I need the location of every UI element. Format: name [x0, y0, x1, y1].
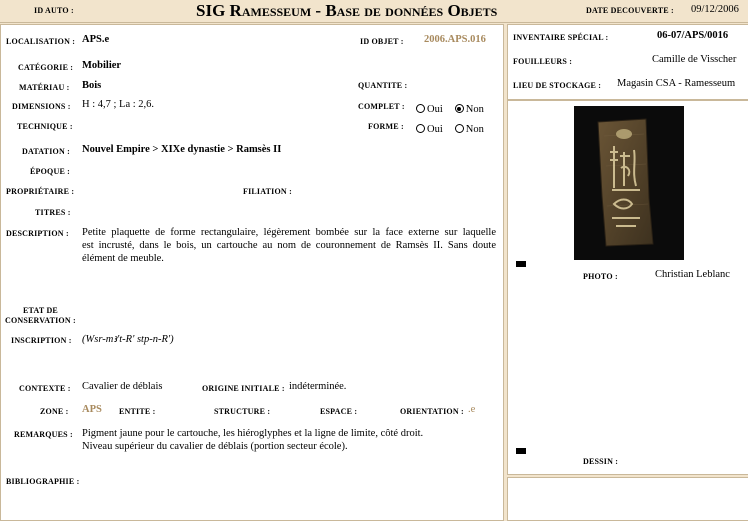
orientation-value: .e	[468, 404, 476, 415]
complet-non-radio[interactable]	[455, 104, 464, 113]
proprietaire-label: PROPRIÉTAIRE :	[6, 187, 75, 196]
zone-value: APS	[82, 404, 102, 415]
contexte-value: Cavalier de déblais	[82, 381, 163, 392]
date-label: DATE DECOUVERTE :	[586, 6, 674, 15]
complet-oui-label: Oui	[427, 104, 443, 115]
dessin-marker	[516, 448, 526, 454]
dimensions-value: H : 4,7 ; La : 2,6.	[82, 99, 155, 110]
title-main: SIG	[196, 1, 226, 20]
forme-oui-option[interactable]	[416, 124, 443, 135]
description-text	[82, 226, 496, 265]
contexte-label: CONTEXTE :	[19, 384, 71, 393]
forme-oui-label: Oui	[427, 124, 443, 135]
stockage-value: Magasin CSA - Ramesseum	[617, 78, 736, 89]
stockage-label: LIEU DE STOCKAGE :	[513, 81, 602, 90]
wooden-plaque-image	[574, 106, 684, 260]
title-caps: Ramesseum - Base de données Objets	[229, 1, 498, 20]
etat-label-line2: CONSERVATION :	[5, 316, 76, 325]
titres-label: TITRES :	[35, 208, 71, 217]
complet-oui-radio[interactable]	[416, 104, 425, 113]
technique-label: TECHNIQUE :	[17, 122, 73, 131]
localisation-label: LOCALISATION :	[6, 37, 76, 46]
description-line: élément de meuble.	[82, 253, 164, 264]
id-auto-label: ID AUTO :	[34, 6, 74, 15]
fouilleurs-label: FOUILLEURS :	[513, 57, 573, 66]
complet-non-option[interactable]	[455, 104, 484, 115]
forme-non-option[interactable]	[455, 124, 484, 135]
object-photo[interactable]	[574, 106, 684, 260]
bibliographie-label: BIBLIOGRAPHIE :	[6, 477, 80, 486]
origine-label: ORIGINE INITIALE :	[202, 384, 285, 393]
complet-radio-group	[416, 99, 492, 117]
photo-marker	[516, 261, 526, 267]
page-title	[196, 1, 497, 21]
inscription-value: (Wsr-mꜣ't-R' stp-n-R')	[82, 334, 174, 345]
fouilleurs-value: Camille de Visscher	[652, 54, 737, 65]
entite-label: ENTITE :	[119, 407, 156, 416]
photo-value: Christian Leblanc	[655, 269, 730, 280]
remarques-line: Niveau supérieur du cavalier de déblais (portion secteur école).	[82, 441, 348, 452]
remarques-label: REMARQUES :	[14, 430, 73, 439]
bottom-right-panel	[507, 477, 748, 521]
origine-value: indéterminée.	[289, 381, 347, 392]
forme-non-radio[interactable]	[455, 124, 464, 133]
photo-label: PHOTO :	[583, 272, 618, 281]
complet-oui-option[interactable]	[416, 104, 443, 115]
filiation-label: FILIATION :	[243, 187, 292, 196]
date-value: 09/12/2006	[691, 4, 739, 15]
categorie-label: CATÉGORIE :	[18, 63, 74, 72]
localisation-value: APS.e	[82, 34, 110, 45]
datation-value: Nouvel Empire > XIXe dynastie > Ramsès II	[82, 144, 282, 155]
inventaire-label: INVENTAIRE SPÉCIAL :	[513, 33, 609, 42]
zone-label: ZONE :	[40, 407, 69, 416]
complet-non-label: Non	[465, 104, 484, 115]
inscription-label: INSCRIPTION :	[11, 336, 72, 345]
epoque-label: ÉPOQUE :	[30, 167, 71, 176]
materiau-label: MATÉRIAU :	[19, 83, 70, 92]
id-objet-value: 2006.APS.016	[424, 34, 486, 45]
materiau-value: Bois	[82, 80, 102, 91]
forme-label: FORME :	[368, 122, 404, 131]
description-line: est incrusté, dans le bois, un cartouche au nom de couronnement de Ramsès II. Sans doute	[82, 240, 496, 251]
remarques-text	[82, 427, 423, 453]
forme-radio-group	[416, 119, 492, 137]
description-line: Petite plaquette de forme rectangulaire, légèrement bombée sur la face externe sur laquelle	[82, 227, 496, 238]
forme-oui-radio[interactable]	[416, 124, 425, 133]
forme-non-label: Non	[465, 124, 484, 135]
etat-label-line1: ETAT DE	[23, 306, 58, 315]
id-objet-label: ID OBJET :	[360, 37, 404, 46]
description-label: DESCRIPTION :	[6, 229, 69, 238]
dessin-label: DESSIN :	[583, 457, 619, 466]
dimensions-label: DIMENSIONS :	[12, 102, 71, 111]
remarques-line: Pigment jaune pour le cartouche, les hiéroglyphes et la ligne de limite, côté droit.	[82, 428, 424, 439]
datation-label: DATATION :	[22, 147, 70, 156]
inventaire-value: 06-07/APS/0016	[657, 30, 729, 41]
categorie-value: Mobilier	[82, 60, 122, 71]
complet-label: COMPLET :	[358, 102, 405, 111]
orientation-label: ORIENTATION :	[400, 407, 464, 416]
espace-label: ESPACE :	[320, 407, 358, 416]
quantite-label: QUANTITE :	[358, 81, 408, 90]
structure-label: STRUCTURE :	[214, 407, 271, 416]
